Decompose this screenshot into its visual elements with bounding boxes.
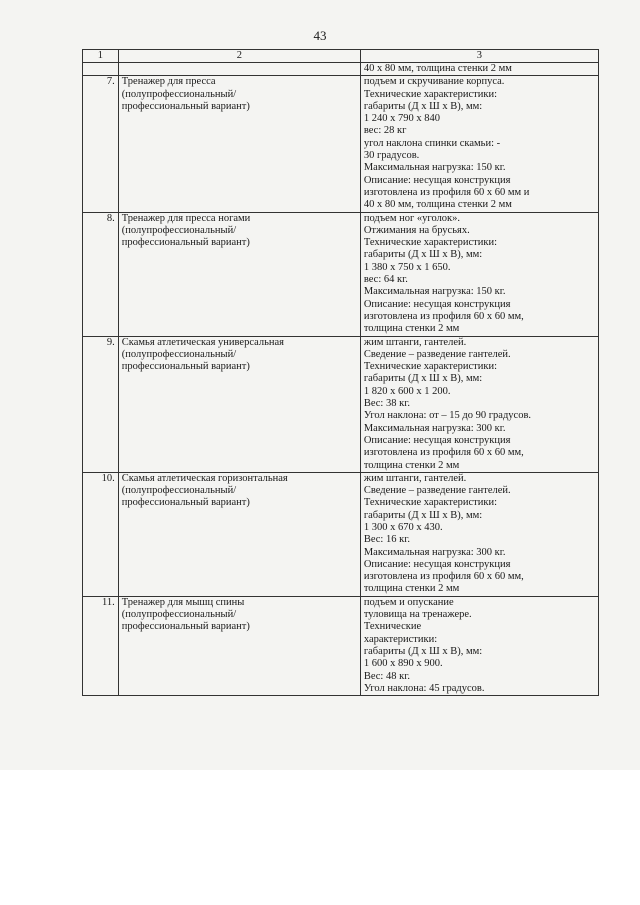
equipment-name-line: (полупрофессиональный/: [121, 485, 237, 497]
equipment-name-line: профессиональный вариант): [121, 361, 250, 373]
equipment-spec-line: габариты (Д х Ш х В), мм:: [363, 509, 483, 521]
table-row: [83, 76, 599, 212]
equipment-name-line: (полупрофессиональный/: [121, 88, 237, 100]
equipment-spec-line: 1 600 х 890 х 900.: [363, 658, 443, 670]
equipment-name-line: (полупрофессиональный/: [121, 348, 237, 360]
equipment-name-line: профессиональный вариант): [121, 497, 250, 509]
equipment-spec-line: изготовлена из профиля 60 х 60 мм,: [363, 447, 524, 459]
equipment-spec-line: 1 380 х 750 х 1 650.: [363, 261, 451, 273]
row-number: 9.: [83, 336, 119, 472]
equipment-spec-line: подъем и скручивание корпуса.: [363, 76, 505, 88]
equipment-name-cell: [118, 472, 360, 596]
equipment-name-cell: [118, 596, 360, 695]
equipment-spec-line: 1 300 х 670 х 430.: [363, 521, 443, 533]
equipment-spec-line: толщина стенки 2 мм: [363, 583, 460, 595]
row-number: 11.: [83, 596, 119, 695]
equipment-spec-line: Максимальная нагрузка: 300 кг.: [363, 546, 506, 558]
equipment-spec-line: подъем и опускание: [363, 596, 454, 608]
equipment-spec-line: изготовлена из профиля 60 х 60 мм,: [363, 310, 524, 322]
equipment-spec-line: Технические: [363, 621, 422, 633]
header-col-1: 1: [83, 50, 119, 63]
table-row: [83, 212, 599, 336]
row-number: 7.: [83, 76, 119, 212]
row-number: 8.: [83, 212, 119, 336]
equipment-name-line: Тренажер для пресса: [121, 76, 216, 88]
equipment-spec-line: Описание: несущая конструкция: [363, 558, 511, 570]
equipment-spec-line: Технические характеристики:: [363, 497, 498, 509]
equipment-spec-line: Описание: несущая конструкция: [363, 434, 511, 446]
equipment-spec-line: изготовлена из профиля 60 х 60 мм и: [363, 186, 530, 198]
equipment-table: [82, 49, 599, 696]
equipment-spec-cell: [360, 336, 598, 472]
equipment-spec-line: Сведение – разведение гантелей.: [363, 348, 511, 360]
equipment-spec-line: Описание: несущая конструкция: [363, 298, 511, 310]
continuation-name-cell: [118, 63, 360, 76]
table-body: [83, 50, 599, 696]
header-col-3: 3: [360, 50, 598, 63]
equipment-spec-line: Угол наклона: 45 градусов.: [363, 682, 485, 694]
equipment-spec-line: Сведение – разведение гантелей.: [363, 485, 511, 497]
table-row: [83, 596, 599, 695]
equipment-spec-line: характеристики:: [363, 633, 438, 645]
equipment-spec-line: 1 820 х 600 х 1 200.: [363, 385, 451, 397]
equipment-spec-cell: [360, 596, 598, 695]
equipment-spec-line: подъем ног «уголок».: [363, 212, 461, 224]
row-number: 10.: [83, 472, 119, 596]
equipment-name-line: (полупрофессиональный/: [121, 224, 237, 236]
equipment-spec-line: угол наклона спинки скамьи: -: [363, 137, 501, 149]
equipment-spec-line: Технические характеристики:: [363, 88, 498, 100]
continuation-desc: 40 х 80 мм, толщина стенки 2 мм: [360, 63, 598, 76]
equipment-spec-line: габариты (Д х Ш х В), мм:: [363, 100, 483, 112]
equipment-spec-line: габариты (Д х Ш х В), мм:: [363, 373, 483, 385]
equipment-spec-cell: [360, 212, 598, 336]
equipment-name-line: профессиональный вариант): [121, 621, 250, 633]
equipment-name-cell: [118, 76, 360, 212]
equipment-spec-line: Вес: 38 кг.: [363, 398, 410, 410]
equipment-spec-line: габариты (Д х Ш х В), мм:: [363, 645, 483, 657]
equipment-spec-line: Максимальная нагрузка: 150 кг.: [363, 286, 506, 298]
equipment-spec-line: Вес: 48 кг.: [363, 670, 410, 682]
equipment-spec-line: 30 градусов.: [363, 150, 420, 162]
equipment-spec-line: Угол наклона: от – 15 до 90 градусов.: [363, 410, 532, 422]
header-col-2: 2: [118, 50, 360, 63]
equipment-name-line: профессиональный вариант): [121, 237, 250, 249]
page-number: 43: [313, 28, 327, 43]
equipment-spec-line: толщина стенки 2 мм: [363, 323, 460, 335]
equipment-spec-line: Максимальная нагрузка: 150 кг.: [363, 162, 506, 174]
equipment-spec-line: туловища на тренажере.: [363, 609, 472, 621]
equipment-spec-line: 40 х 80 мм, толщина стенки 2 мм: [363, 199, 512, 211]
equipment-spec-cell: [360, 472, 598, 596]
equipment-spec-line: жим штанги, гантелей.: [363, 472, 467, 484]
equipment-spec-line: Отжимания на брусьях.: [363, 224, 470, 236]
equipment-spec-line: изготовлена из профиля 60 х 60 мм,: [363, 571, 524, 583]
equipment-spec-cell: [360, 76, 598, 212]
equipment-name-line: Тренажер для пресса ногами: [121, 212, 251, 224]
equipment-name-cell: [118, 336, 360, 472]
equipment-spec-line: Описание: несущая конструкция: [363, 174, 511, 186]
equipment-name-line: Скамья атлетическая универсальная: [121, 336, 284, 348]
equipment-name-line: Тренажер для мышц спины: [121, 596, 245, 608]
equipment-spec-line: Вес: 16 кг.: [363, 534, 410, 546]
equipment-name-line: Скамья атлетическая горизонтальная: [121, 472, 288, 484]
continuation-row: [83, 63, 599, 76]
equipment-name-line: профессиональный вариант): [121, 100, 250, 112]
equipment-spec-line: Максимальная нагрузка: 300 кг.: [363, 422, 506, 434]
continuation-num-cell: [83, 63, 119, 76]
equipment-name-cell: [118, 212, 360, 336]
equipment-spec-line: вес: 28 кг: [363, 125, 407, 137]
equipment-spec-line: Технические характеристики:: [363, 361, 498, 373]
equipment-spec-line: жим штанги, гантелей.: [363, 336, 467, 348]
table-header-row: [83, 50, 599, 63]
equipment-spec-line: вес: 64 кг.: [363, 274, 408, 286]
equipment-name-line: (полупрофессиональный/: [121, 609, 237, 621]
equipment-spec-line: толщина стенки 2 мм: [363, 459, 460, 471]
equipment-spec-line: 1 240 х 790 х 840: [363, 113, 440, 125]
table-row: [83, 472, 599, 596]
table-row: [83, 336, 599, 472]
equipment-spec-line: Технические характеристики:: [363, 237, 498, 249]
equipment-spec-line: габариты (Д х Ш х В), мм:: [363, 249, 483, 261]
